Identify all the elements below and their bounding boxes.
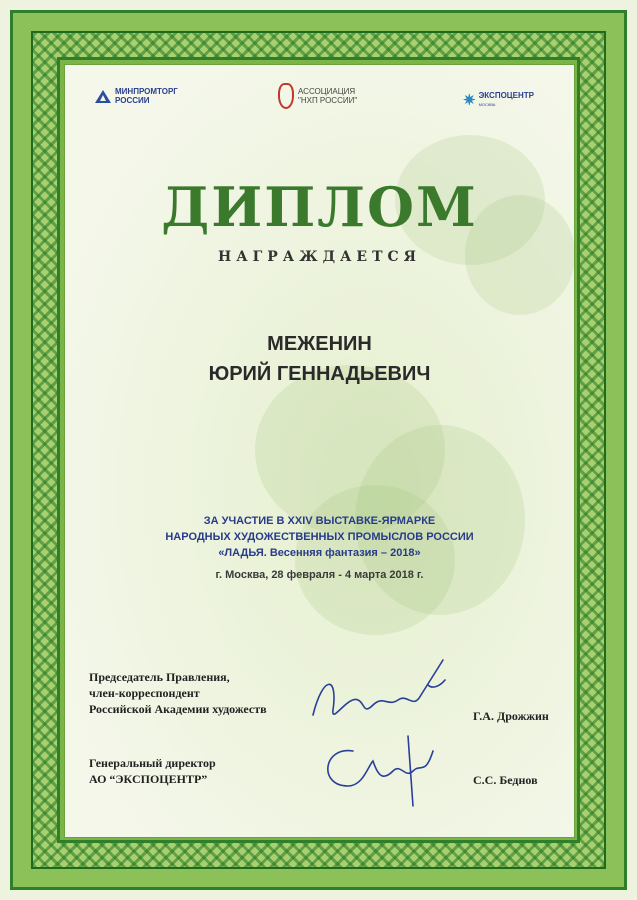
- signatory-1-name: Г.А. Дрожжин: [473, 709, 549, 723]
- logo-right-line2: МОСКВА: [478, 102, 496, 107]
- triangle-icon: [95, 90, 111, 103]
- signatory-2-title-line1: Генеральный директор: [89, 756, 216, 770]
- signatory-1-title: [89, 669, 267, 717]
- logo-mid-line2: "НХП РОССИИ": [298, 96, 358, 105]
- logo-mid-line1: АССОЦИАЦИЯ: [298, 87, 356, 96]
- award-text: [65, 513, 574, 583]
- diploma-title: ДИПЛОМ: [161, 175, 478, 239]
- signatory-1-title-line3: Российской Академии художеств: [89, 702, 267, 716]
- recipient-given-names: ЮРИЙ ГЕННАДЬЕВИЧ: [208, 363, 431, 385]
- expocentre-logo: [463, 91, 534, 109]
- award-line3: «ЛАДЬЯ. Весенняя фантазия – 2018»: [218, 547, 421, 559]
- minpromtorg-logo: [95, 87, 178, 105]
- signatory-1-title-line1: Председатель Правления,: [89, 670, 230, 684]
- signature-2: [313, 731, 443, 811]
- logo-right-line1: ЭКСПОЦЕНТР: [478, 91, 534, 100]
- association-emblem-icon: [278, 83, 294, 109]
- star-icon: ✷: [463, 91, 476, 109]
- diploma-paper: [64, 64, 575, 838]
- award-line2: НАРОДНЫХ ХУДОЖЕСТВЕННЫХ ПРОМЫСЛОВ РОССИИ: [165, 531, 474, 543]
- diploma-subtitle: НАГРАЖДАЕТСЯ: [217, 249, 422, 265]
- signatory-2-name: С.С. Беднов: [473, 773, 538, 787]
- signatory-1-title-line2: член-корреспондент: [89, 686, 200, 700]
- logo-left-line1: МИНПРОМТОРГ: [115, 87, 178, 96]
- signatory-2-title-line2: АО “ЭКСПОЦЕНТР”: [89, 772, 208, 786]
- award-dates: г. Москва, 28 февраля - 4 марта 2018 г.: [215, 569, 424, 581]
- logo-left-line2: РОССИИ: [115, 96, 150, 105]
- nhp-association-logo: [278, 83, 357, 109]
- recipient-surname: МЕЖЕНИН: [267, 333, 372, 355]
- award-line1: ЗА УЧАСТИЕ В XXIV ВЫСТАВКЕ-ЯРМАРКЕ: [203, 515, 436, 527]
- signature-1: [303, 655, 453, 735]
- signatory-2-title: [89, 755, 216, 787]
